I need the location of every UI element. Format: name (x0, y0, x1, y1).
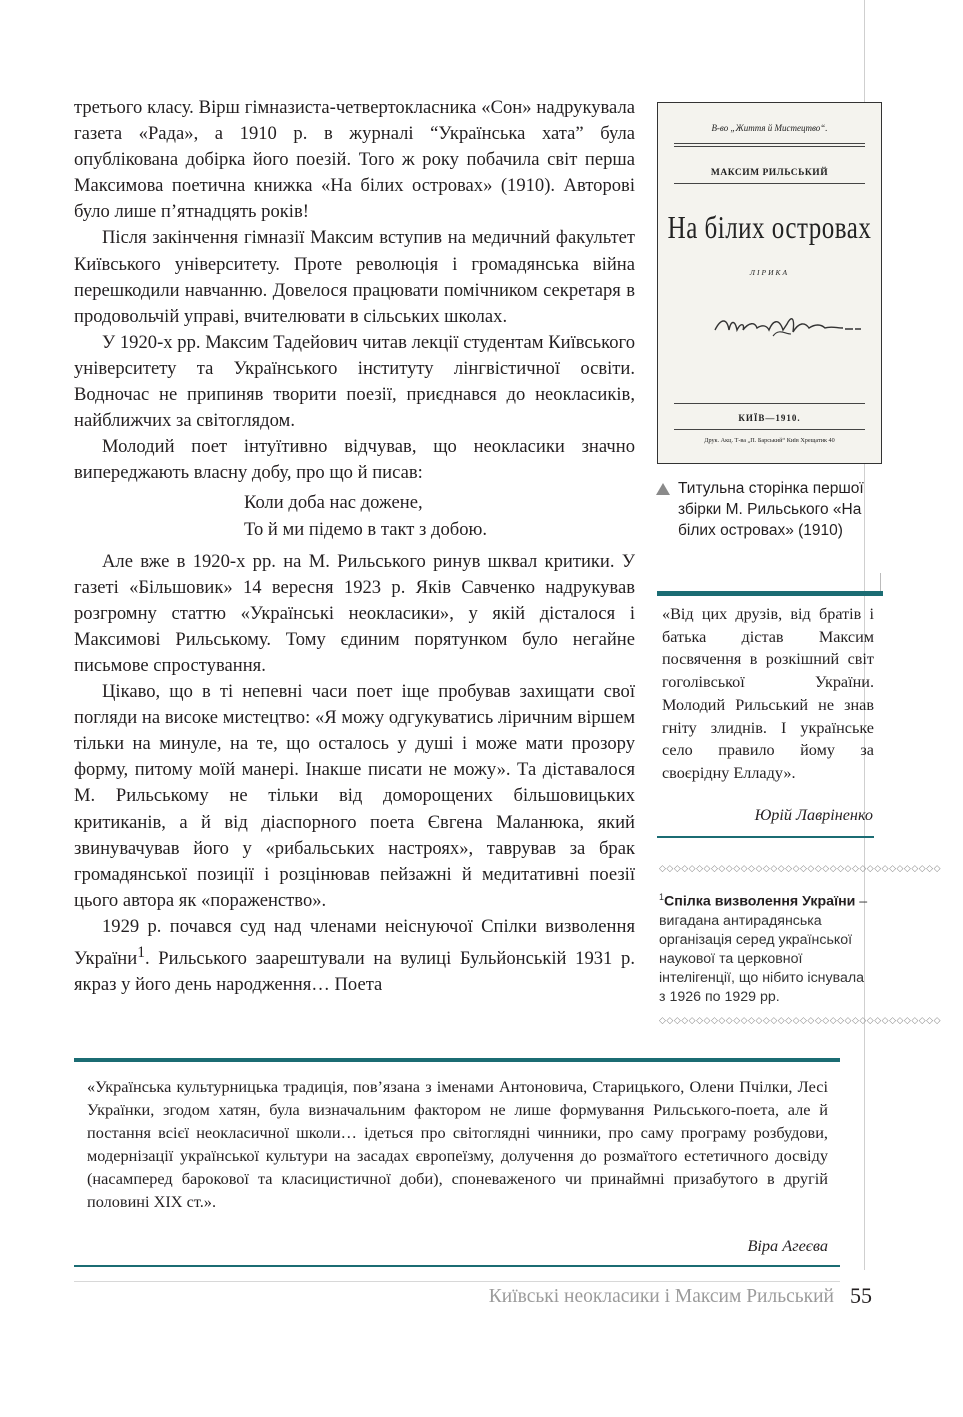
cover-rule (674, 429, 865, 430)
footnote-reference: 1 (137, 944, 145, 961)
verse-line-1: Коли доба нас дожене, (244, 492, 423, 514)
paragraph-1: третього класу. Вірш гімназиста-четвертокласника «Сон» надрукувала газета «Рада», а 1910 р. в журналі “Українська хата” була опублікована добірка його поезій. Того ж року побачила світ перша Максимова поетична книжка «На білих островах» (1910). Авторові було лише п’ятнадцять років! (74, 97, 635, 223)
cover-title: На білих островах (667, 211, 872, 246)
signature-image (713, 308, 863, 342)
caption-text: Титульна сторінка першої збірки М. Рильського «На білих островах» (1910) (678, 480, 864, 539)
sidebar-quote-author: Юрій Лавріненко (754, 806, 873, 824)
cover-publisher: В-во „Життя й Мистецтво“. (711, 123, 828, 133)
block-quote-top-rule (74, 1058, 840, 1062)
sidebar-quote-bottom-rule (657, 836, 874, 838)
figure-caption (660, 478, 882, 541)
cover-rule (674, 183, 865, 184)
paragraph-7 (74, 914, 635, 998)
footnote (659, 888, 871, 1007)
cover-rule (674, 146, 865, 147)
sidebar-quote: «Від цих друзів, від братів і батька дістав Максим посвячення в розкішний світ гоголівської України. Молодий Рильський не знав гніту злиднів. І українське село правило йому за своєрідну Елладу». (662, 605, 874, 782)
running-title: Київські неокласики і Максим Рильський (488, 1286, 834, 1307)
diamond-border-bottom: ◇◇◇◇◇◇◇◇◇◇◇◇◇◇◇◇◇◇◇◇◇◇◇◇◇◇◇◇◇◇◇◇◇◇◇◇◇◇ (659, 1015, 942, 1025)
sidebar-quote-top-rule (657, 591, 883, 596)
page-number: 55 (850, 1283, 872, 1308)
main-body-text (74, 95, 635, 998)
footer-rule (74, 1281, 840, 1282)
cover-city: КИЇВ—1910. (738, 413, 801, 423)
block-quote: «Українська культурницька традиція, пов’язана з іменами Антоновича, Старицького, Олени Пчілки, Лесі Українки, згодом хатян, була визначальним фактором не лише формування Рильського-поета, але й постання всієї неокласичної школи… ідеться про світоглядні чинники, про саму програму розбудови, модернізації української культури на засадах європеїзму, долучення до розмаїтого естетичного досвіду (насамперед барокової та класицистичної доби), споневаженого чи принаймні призабутого в другій половині XIX ст.». (87, 1077, 828, 1211)
cover-author: МАКСИМ РИЛЬСЬКИЙ (710, 168, 829, 178)
footnote-text: – вигадана антирадянська організація серед української наукової та церковної інтелігенції, що нібито існувала з 1926 по 1929 рр. (659, 893, 868, 1005)
verse-quote (244, 490, 635, 542)
footnote-term: Спілка визволення України (664, 893, 856, 910)
paragraph-5: Але вже в 1920-х рр. на М. Рильського ринув шквал критики. У газеті «Більшовик» 14 вересня 1923 р. Яків Савченко надрукував розгромну статтю «Українські неокласики», у якій дісталося і Максимові Рильському. Тому єдиним порятунком було негайне письмове спростування. (74, 550, 635, 676)
footnote-marker: 1 (659, 892, 665, 902)
paragraph-6: Цікаво, що в ті непевні часи поет іще пробував захищати свої погляди на високе мистецтво: «Я можу одгукуватись ліричним віршем тільки на минуле, на те, що осталось у душі і може мати прозору форму, питому моїй манері. Інакше писати не можу». Та діставалося М. Рильському не тільки від доморощених більшовицьких критиканів, а й від діаспорного поета Євгена Маланюка, який звинувачував його у «рибальських настроях», таврував за брак громадянської позиції і розцінював пейзажні й медитативні поезії цього автора як «пораженство». (74, 681, 635, 911)
paragraph-2: Після закінчення гімназії Максим вступив на медичний факультет Київського університету. Проте революція і громадянська війна перешкодили навчанню. Довелося працювати помічником секретаря в продовольчій управі, вчителювати в сільських школах. (74, 227, 635, 327)
sidebar-tick (880, 573, 881, 591)
paragraph-3: У 1920-х рр. Максим Тадейович читав лекції студентам Київського університету та Українського інституту лінгвістичної освіти. Водночас не припиняв творити поезії, приєднався до неокласиків, найближчих за світоглядом. (74, 331, 635, 432)
block-quote-bottom-rule (74, 1265, 840, 1267)
cover-genre: ЛІРИКА (749, 268, 790, 277)
cover-rule (674, 143, 865, 144)
verse-line-2: То й ми підемо в такт з добою. (244, 518, 488, 540)
paragraph-4: Молодий поет інтуїтивно відчував, що неокласики значно випереджають власну добу, про що й писав: (74, 436, 635, 484)
diamond-border-top: ◇◇◇◇◇◇◇◇◇◇◇◇◇◇◇◇◇◇◇◇◇◇◇◇◇◇◇◇◇◇◇◇◇◇◇◇◇◇ (659, 863, 942, 873)
cover-printer: Друк. Акц. Т-ва „П. Барський“ Київ Хрещатик 40 (704, 437, 835, 444)
triangle-icon (656, 483, 670, 495)
cover-rule (674, 403, 865, 404)
paragraph-7-part-2: . Рильського заарештували на вулиці Бульйонській 1931 р. якраз у його день народження… Поета (74, 948, 635, 996)
paragraph-7-part-1: 1929 р. почався суд над членами неіснуючої Спілки визволення України (74, 915, 635, 970)
book-cover-image (657, 102, 882, 464)
block-quote-author: Віра Агеєва (747, 1236, 828, 1255)
